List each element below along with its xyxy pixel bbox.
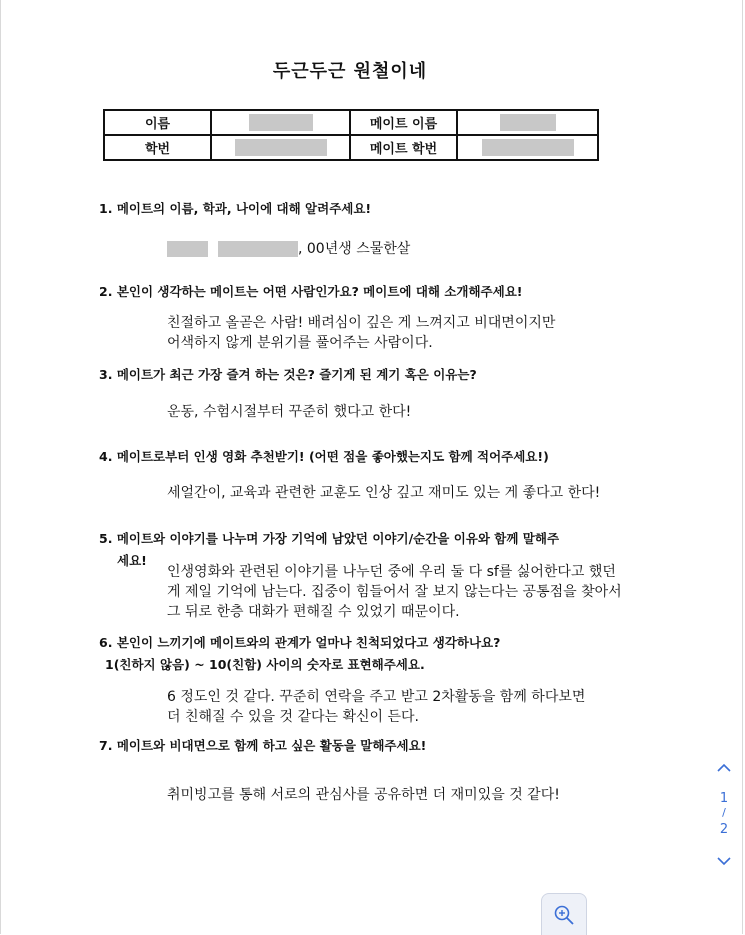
answer-line: 더 친해질 수 있을 것 같다는 확신이 든다. [167, 709, 419, 725]
name-label: 이름 [104, 110, 211, 135]
question-text: 메이트와 이야기를 나누며 가장 기억에 남았던 이야기/순간을 이유와 함께 말해주 [116, 531, 560, 546]
question-text: 메이트와 비대면으로 함께 하고 싶은 활동을 말해주세요! [116, 738, 427, 753]
question-text: 메이트의 이름, 학과, 나이에 대해 알려주세요! [116, 201, 372, 216]
question-7 [99, 735, 619, 757]
question-text: 본인이 생각하는 메이트는 어떤 사람인가요? 메이트에 대해 소개해주세요! [116, 284, 523, 299]
question-1 [99, 198, 619, 220]
chevron-down-icon[interactable] [716, 855, 732, 867]
zoom-in-icon [552, 903, 576, 927]
page-separator: / [722, 806, 726, 819]
answer-3 [167, 402, 637, 422]
question-text-line2: 1(친하지 않음) ~ 10(친함) 사이의 숫자로 표현해주세요. [105, 657, 425, 672]
answer-line: 운동, 수험시절부터 꾸준히 했다고 한다! [167, 404, 412, 420]
answer-2 [167, 313, 637, 353]
answer-4 [167, 483, 637, 503]
mate-student-id-value-redacted [457, 135, 598, 160]
question-text-line2: 세요! [117, 553, 147, 568]
answer-line: , 00년생 스물한살 [298, 241, 411, 257]
mate-name-value-redacted [457, 110, 598, 135]
answer-7 [167, 785, 637, 805]
question-4 [99, 446, 619, 468]
answer-line: 세얼간이, 교육과 관련한 교훈도 인상 깊고 재미도 있는 게 좋다고 한다! [167, 485, 601, 501]
mate-student-id-label: 메이트 학번 [350, 135, 457, 160]
answer-1 [167, 239, 637, 259]
question-6 [99, 632, 619, 676]
answer-5 [167, 562, 637, 622]
question-number: 5. [99, 531, 113, 546]
mate-name-label: 메이트 이름 [350, 110, 457, 135]
question-2 [99, 281, 619, 303]
name-value-redacted [211, 110, 350, 135]
answer-line: 인생영화와 관련된 이야기를 나누던 중에 우리 둘 다 sf를 싫어한다고 했던 [167, 564, 616, 580]
answer-6 [167, 687, 637, 727]
redacted-department [218, 241, 298, 257]
answer-line: 어색하지 않게 분위기를 풀어주는 사람이다. [167, 335, 433, 351]
current-page-number: 1 [719, 791, 729, 806]
answer-line: 게 제일 기억에 남는다. 집중이 힘들어서 잘 보지 않는다는 공통점을 찾아서 [167, 584, 622, 600]
question-number: 4. [99, 449, 113, 464]
question-text: 본인이 느끼기에 메이트와의 관계가 얼마나 친척되었다고 생각하나요? [116, 635, 501, 650]
document-title: 두근두근 원철이네 [272, 61, 428, 82]
answer-line: 그 뒤로 한층 대화가 편해질 수 있었기 때문이다. [167, 604, 460, 620]
info-table [103, 109, 599, 161]
student-id-label: 학번 [104, 135, 211, 160]
question-number: 1. [99, 201, 113, 216]
question-number: 3. [99, 367, 113, 382]
total-page-count: 2 [719, 822, 729, 837]
student-id-value-redacted [211, 135, 350, 160]
redacted-name [167, 241, 208, 257]
question-text: 메이트가 최근 가장 즐겨 하는 것은? 즐기게 된 계기 혹은 이유는? [116, 367, 477, 382]
answer-line: 6 정도인 것 같다. 꾸준히 연락을 주고 받고 2차활동을 함께 하다보면 [167, 689, 586, 705]
question-number: 6. [99, 635, 113, 650]
question-number: 2. [99, 284, 113, 299]
question-text: 메이트로부터 인생 영화 추천받기! (어떤 점을 좋아했는지도 함께 적어주세요!) [116, 449, 549, 464]
chevron-up-icon[interactable] [716, 762, 732, 774]
zoom-button[interactable] [541, 893, 587, 935]
answer-line: 친절하고 올곧은 사람! 배려심이 깊은 게 느껴지고 비대면이지만 [167, 315, 556, 331]
question-number: 7. [99, 738, 113, 753]
answer-line: 취미빙고를 통해 서로의 관심사를 공유하면 더 재미있을 것 같다! [167, 787, 560, 803]
question-3 [99, 364, 619, 386]
